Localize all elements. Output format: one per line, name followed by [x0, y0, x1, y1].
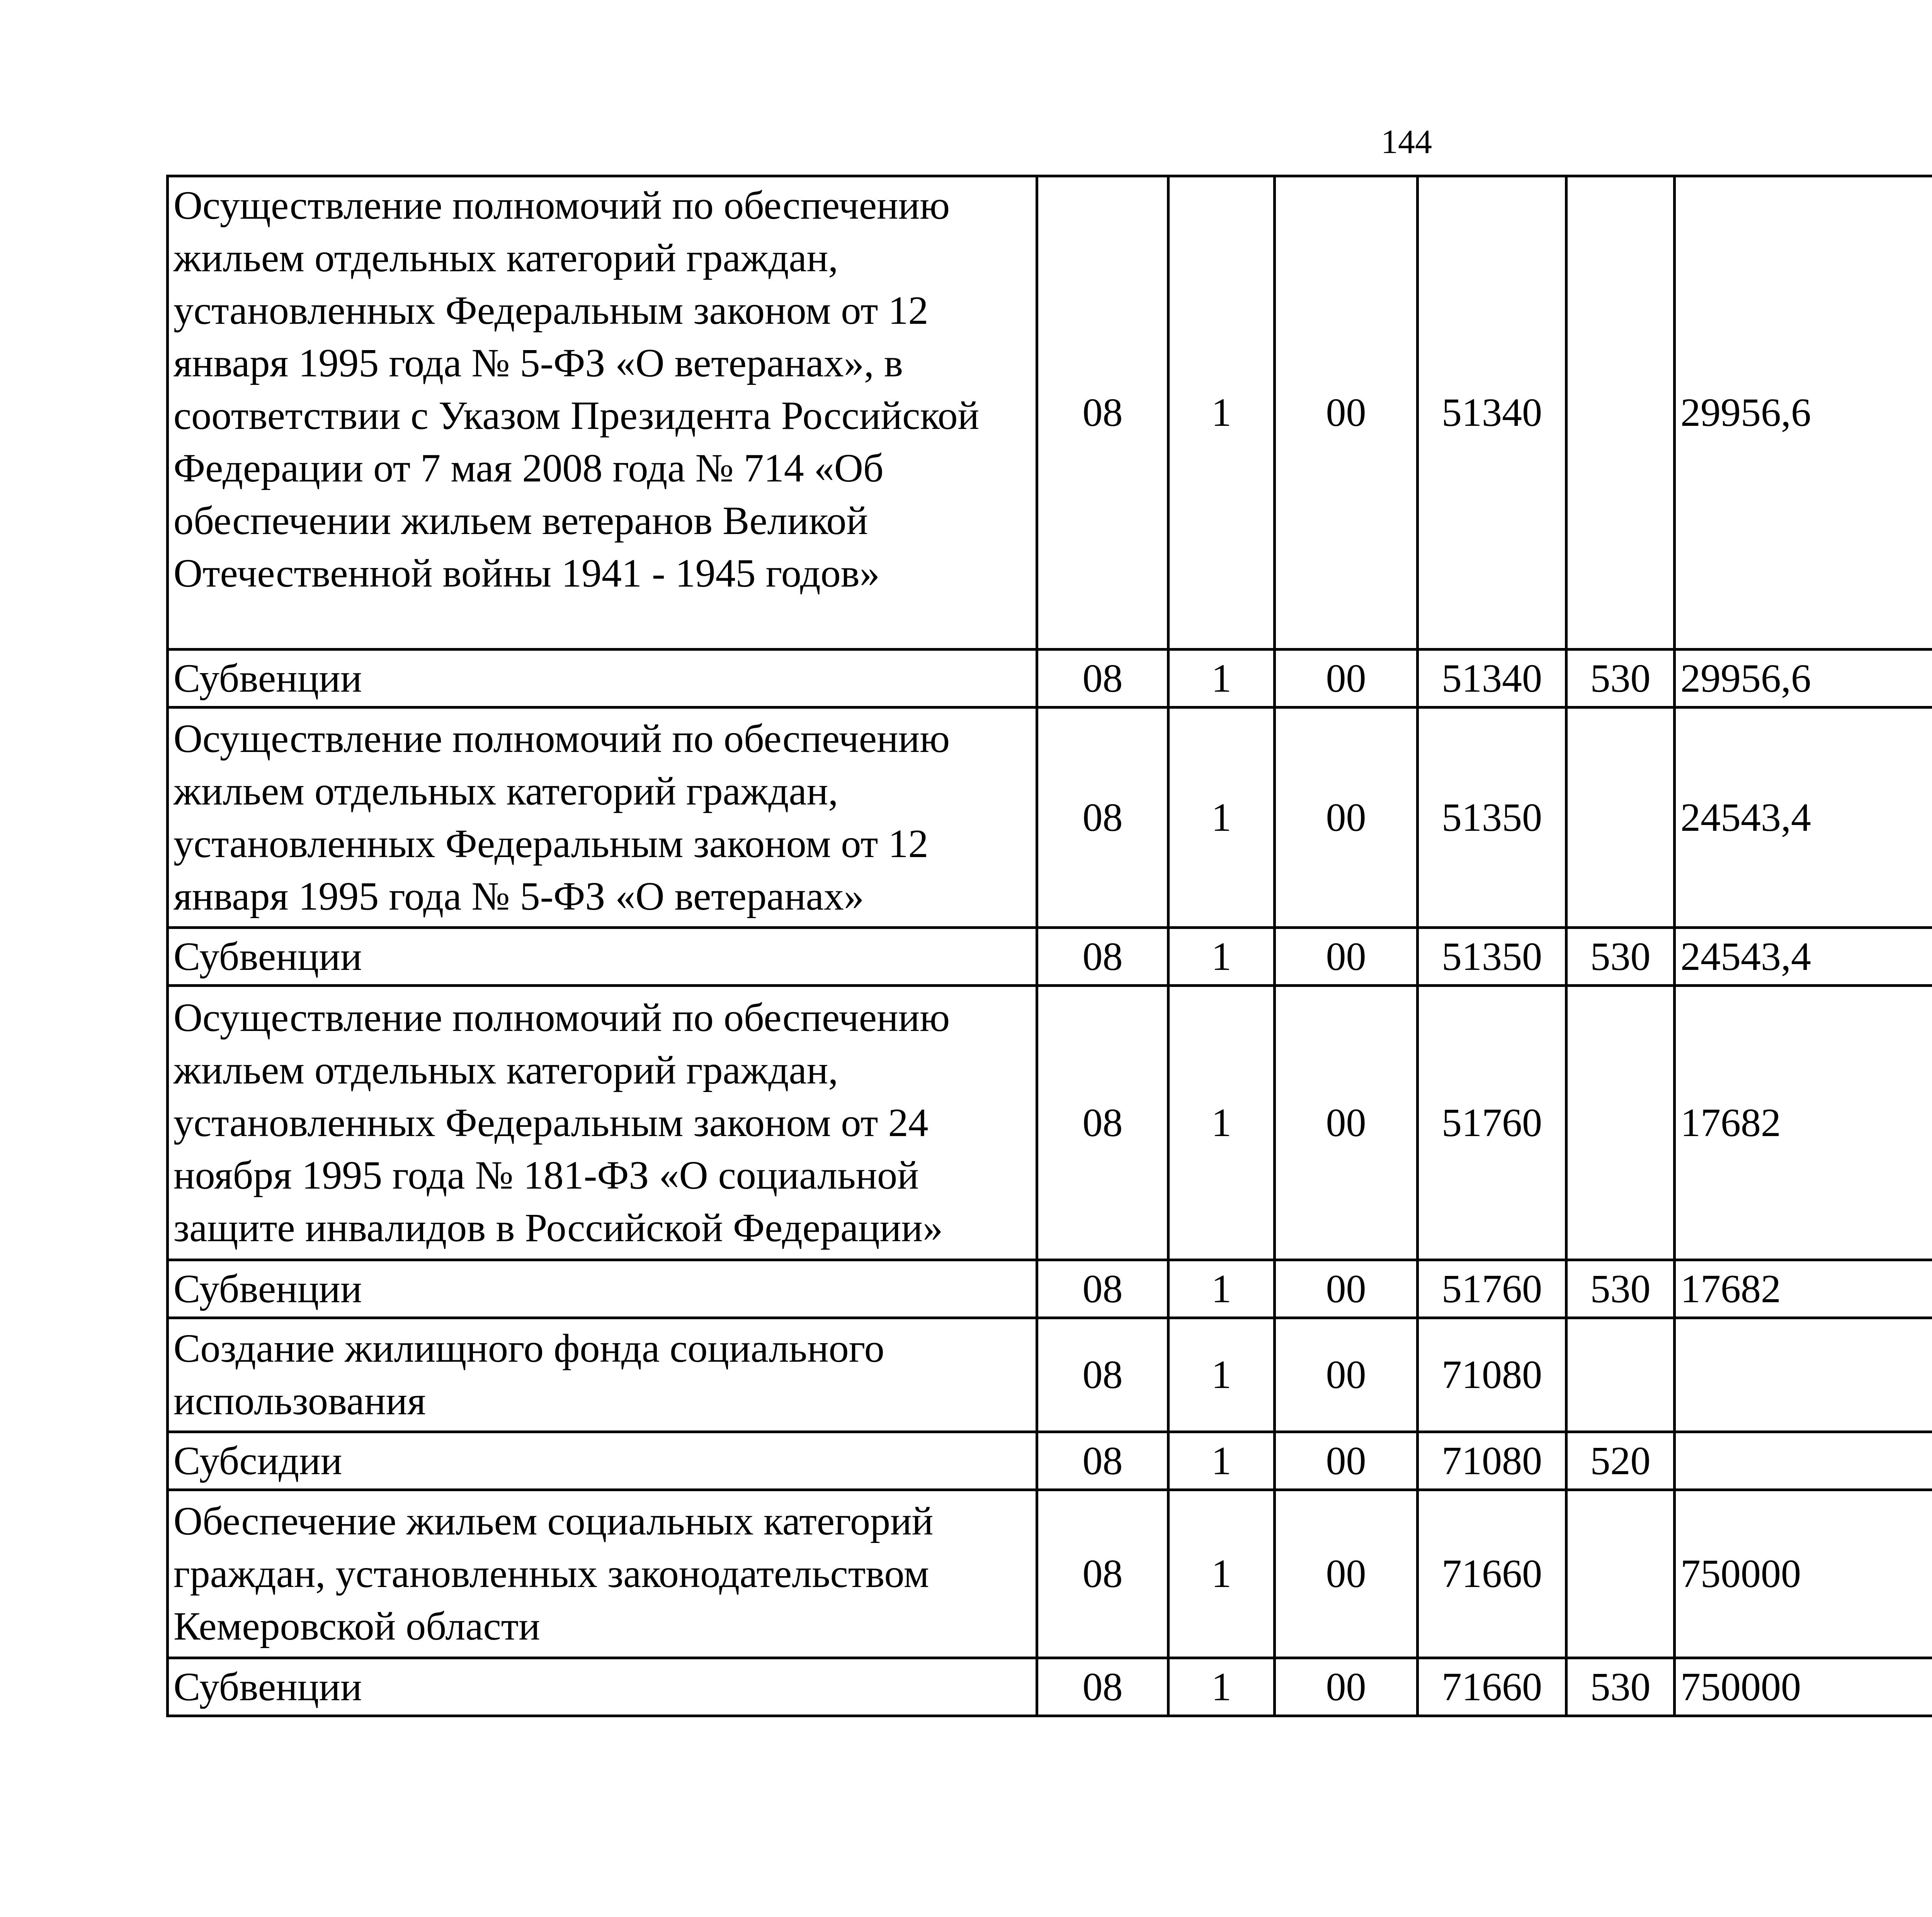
- amount-year-1: 750000: [1675, 1658, 1932, 1716]
- expense-type-code: [1566, 1490, 1675, 1658]
- section-code: 08: [1037, 1260, 1168, 1318]
- amount-year-1: [1675, 1432, 1932, 1490]
- amount-year-1: 17682: [1675, 986, 1932, 1260]
- expense-type-code: [1566, 986, 1675, 1260]
- row-name: Осуществление полномочий по обеспечению жильем отдельных категорий граждан, установленных Федеральным законом от 24 ноября 1995 года № 181-ФЗ «О социальной защите инвалидов в Российской Федерации»: [168, 986, 1037, 1260]
- direction-code: 51340: [1418, 176, 1566, 650]
- table-row: [168, 1432, 1932, 1490]
- amount-year-1: 29956,6: [1675, 650, 1932, 708]
- direction-code: 51760: [1418, 986, 1566, 1260]
- subprogram-code: 00: [1275, 708, 1418, 928]
- section-code: 08: [1037, 1432, 1168, 1490]
- program-code: 1: [1168, 986, 1275, 1260]
- row-name: Осуществление полномочий по обеспечению жильем отдельных категорий граждан, установленных Федеральным законом от 12 января 1995 года № 5-ФЗ «О ветеранах»: [168, 708, 1037, 928]
- direction-code: 71660: [1418, 1490, 1566, 1658]
- section-code: 08: [1037, 176, 1168, 650]
- row-name: Субвенции: [168, 1260, 1037, 1318]
- program-code: 1: [1168, 1490, 1275, 1658]
- direction-code: 51350: [1418, 928, 1566, 986]
- section-code: 08: [1037, 650, 1168, 708]
- program-code: 1: [1168, 1658, 1275, 1716]
- amount-year-1: 24543,4: [1675, 928, 1932, 986]
- amount-year-1: 24543,4: [1675, 708, 1932, 928]
- subprogram-code: 00: [1275, 1490, 1418, 1658]
- program-code: 1: [1168, 708, 1275, 928]
- table-row: [168, 986, 1932, 1260]
- expense-type-code: [1566, 176, 1675, 650]
- section-code: 08: [1037, 1318, 1168, 1432]
- direction-code: 51340: [1418, 650, 1566, 708]
- row-name: Создание жилищного фонда социального использования: [168, 1318, 1037, 1432]
- table-row: [168, 708, 1932, 928]
- table-row: [168, 1658, 1932, 1716]
- subprogram-code: 00: [1275, 928, 1418, 986]
- program-code: 1: [1168, 928, 1275, 986]
- program-code: 1: [1168, 1260, 1275, 1318]
- expense-type-code: 530: [1566, 1658, 1675, 1716]
- table-row: [168, 650, 1932, 708]
- subprogram-code: 00: [1275, 650, 1418, 708]
- table-row: [168, 1260, 1932, 1318]
- section-code: 08: [1037, 928, 1168, 986]
- amount-year-1: 17682: [1675, 1260, 1932, 1318]
- expense-type-code: 530: [1566, 928, 1675, 986]
- subprogram-code: 00: [1275, 1318, 1418, 1432]
- direction-code: 51350: [1418, 708, 1566, 928]
- section-code: 08: [1037, 1490, 1168, 1658]
- subprogram-code: 00: [1275, 986, 1418, 1260]
- amount-year-1: 29956,6: [1675, 176, 1932, 650]
- row-name: Субвенции: [168, 650, 1037, 708]
- expense-type-code: [1566, 1318, 1675, 1432]
- row-name: Субсидии: [168, 1432, 1037, 1490]
- row-name: Обеспечение жильем социальных категорий граждан, установленных законодательством Кемеровской области: [168, 1490, 1037, 1658]
- table-row: [168, 928, 1932, 986]
- table-row: [168, 1490, 1932, 1658]
- subprogram-code: 00: [1275, 176, 1418, 650]
- subprogram-code: 00: [1275, 1432, 1418, 1490]
- expense-type-code: 520: [1566, 1432, 1675, 1490]
- page-number: 144: [1381, 123, 1432, 161]
- subprogram-code: 00: [1275, 1260, 1418, 1318]
- program-code: 1: [1168, 1432, 1275, 1490]
- direction-code: 51760: [1418, 1260, 1566, 1318]
- direction-code: 71660: [1418, 1658, 1566, 1716]
- section-code: 08: [1037, 708, 1168, 928]
- row-name: Осуществление полномочий по обеспечению жильем отдельных категорий граждан, установленных Федеральным законом от 12 января 1995 года № 5-ФЗ «О ветеранах», в соответствии с Указом Президента Российской Федерации от 7 мая 2008 года № 714 «Об обеспечении жильем ветеранов Великой Отечественной войны 1941 - 1945 годов»: [168, 176, 1037, 650]
- expense-type-code: [1566, 708, 1675, 928]
- section-code: 08: [1037, 986, 1168, 1260]
- amount-year-1: [1675, 1318, 1932, 1432]
- section-code: 08: [1037, 1658, 1168, 1716]
- program-code: 1: [1168, 1318, 1275, 1432]
- program-code: 1: [1168, 176, 1275, 650]
- amount-year-1: 750000: [1675, 1490, 1932, 1658]
- program-code: 1: [1168, 650, 1275, 708]
- expense-type-code: 530: [1566, 1260, 1675, 1318]
- row-name: Субвенции: [168, 1658, 1037, 1716]
- table-row: [168, 1318, 1932, 1432]
- direction-code: 71080: [1418, 1318, 1566, 1432]
- subprogram-code: 00: [1275, 1658, 1418, 1716]
- direction-code: 71080: [1418, 1432, 1566, 1490]
- table-row: [168, 176, 1932, 650]
- row-name: Субвенции: [168, 928, 1037, 986]
- expense-type-code: 530: [1566, 650, 1675, 708]
- budget-table: [166, 175, 1932, 1717]
